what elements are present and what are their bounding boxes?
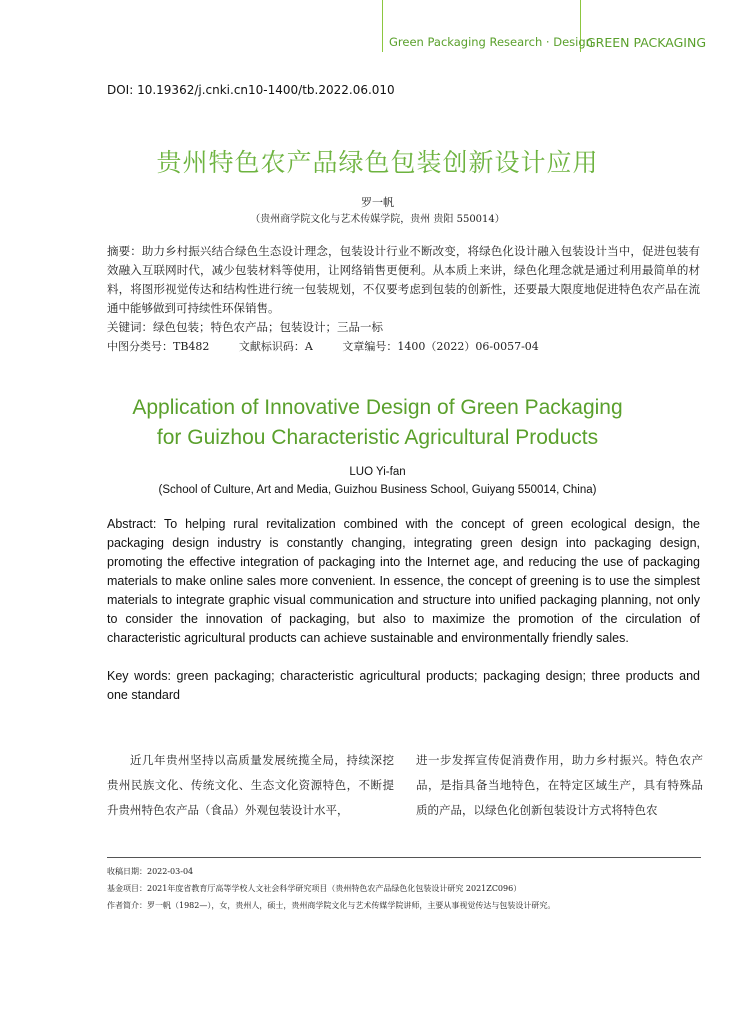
english-author: LUO Yi-fan — [349, 466, 406, 478]
chinese-author: 罗一帆 — [361, 196, 394, 209]
running-header-journal: GREEN PACKAGING — [586, 35, 707, 50]
english-keywords: Key words: green packaging; characteristic agricultural products; packaging design; three products and one standard — [107, 669, 700, 702]
footnote-rule — [107, 857, 701, 858]
chinese-affiliation: （贵州商学院文化与艺术传媒学院，贵州 贵阳 550014） — [250, 214, 505, 225]
article-number: 文章编号：1400（2022）06-0057-04 — [342, 340, 539, 353]
english-title — [0, 393, 755, 453]
english-title-line2: for Guizhou Characteristic Agricultural Products — [156, 426, 599, 449]
fund-project: 基金项目：2021年度省教育厅高等学校人文社会科学研究项目（贵州特色农产品绿色化包装设计研究 2021ZC096） — [107, 884, 522, 893]
english-affiliation: (School of Culture, Art and Media, Guizhou Business School, Guiyang 550014, China) — [158, 484, 597, 496]
received-date: 收稿日期：2022-03-04 — [107, 867, 194, 876]
author-bio: 作者简介：罗一帆（1982—），女，贵州人，硕士，贵州商学院文化与艺术传媒学院讲师，主要从事视觉传达与包装设计研究。 — [107, 901, 556, 910]
english-title-line1: Application of Innovative Design of Green Packaging — [132, 396, 623, 419]
chinese-keywords: 关键词：绿色包装；特色农产品；包装设计；三品一标 — [107, 320, 383, 334]
chinese-title: 贵州特色农产品绿色包装创新设计应用 — [156, 148, 599, 177]
header-divider-left — [382, 0, 383, 52]
english-abstract: Abstract: To helping rural revitalization combined with the concept of green ecological design, the packaging design industry is constantly changing, integrating green design into packaging design, promoting the effective integration of packaging into the Internet age, and reducing the use of packaging materials to make online sales more convenient. In essence, the concept of greening is to use the simplest materials to integrate graphic visual communication and structure into unified packaging planning, not only to consider the innovation of packaging, but also to maximize the promotion of the circulation of characteristic agricultural products can achieve sustainable and environmentally friendly sales. — [107, 517, 700, 645]
doi: DOI: 10.19362/j.cnki.cn10-1400/tb.2022.06.010 — [107, 83, 395, 97]
document-code: 文献标识码：A — [238, 340, 313, 353]
chinese-classification — [107, 337, 700, 356]
chinese-abstract: 摘要：助力乡村振兴结合绿色生态设计理念，包装设计行业不断改变，将绿色化设计融入包装设计当中，促进包装有效融入互联网时代，减少包装材料等使用，让网络销售更便利。从本质上来讲，绿色化理念就是通过利用最简单的材料，将图形视觉传达和结构性进行统一包装规划，不仅要考虑到包装的创新性，还要最大限度地促进特色农产品在流通中能够做到可持续性环保销售。 — [107, 244, 700, 315]
class-number: 中图分类号：TB482 — [107, 340, 210, 353]
body-column-left: 近几年贵州坚持以高质量发展统揽全局，持续深挖贵州民族文化、传统文化、生态文化资源特色，不断提升贵州特色农产品（食品）外观包装设计水平， — [107, 753, 394, 817]
running-header-section: Green Packaging Research · Design — [389, 35, 593, 49]
body-column-right: 进一步发挥宣传促消费作用，助力乡村振兴。特色农产品，是指具备当地特色，在特定区域生产，具有特殊品质的产品，以绿色化创新包装设计方式将特色农 — [416, 753, 703, 817]
